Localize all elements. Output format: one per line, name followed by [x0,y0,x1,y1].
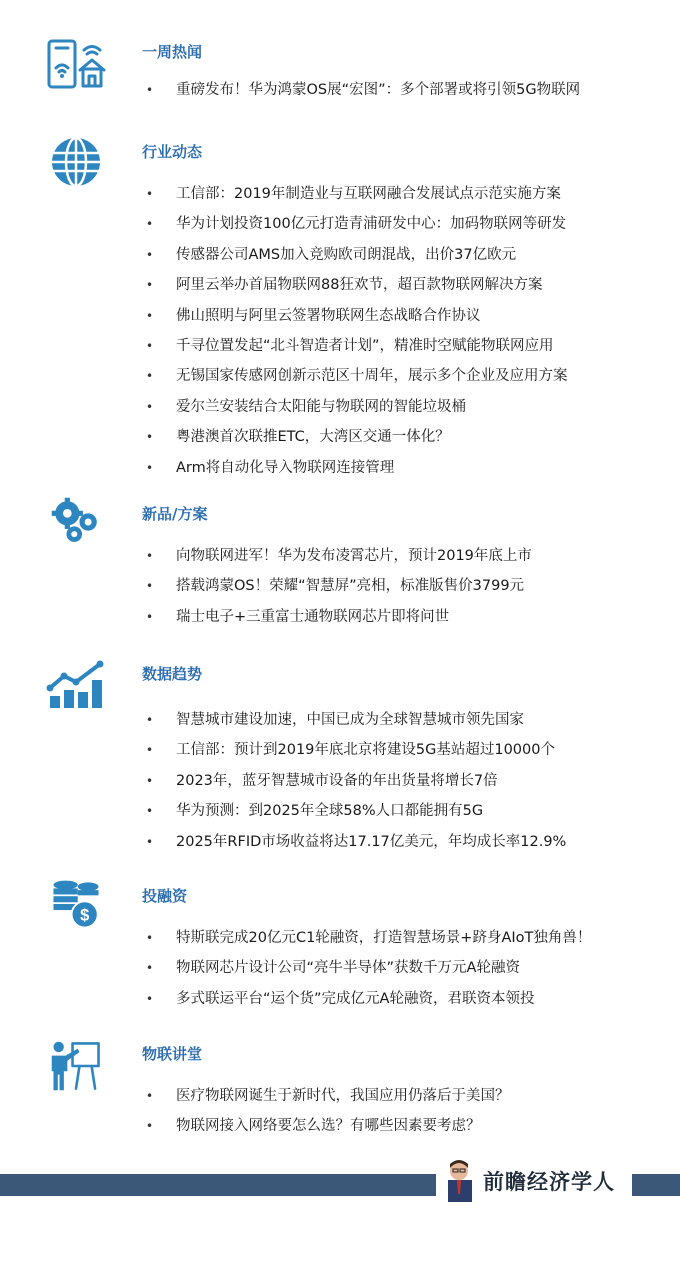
smart-home-icon [46,38,106,90]
bullet-icon: • [146,461,154,475]
news-item[interactable] [0,214,680,242]
news-item-text: 智慧城市建设加速，中国已成为全球智慧城市领先国家 [176,712,524,728]
news-item-text: 阿里云举办首届物联网88狂欢节，超百款物联网解决方案 [176,277,543,293]
bullet-icon: • [146,369,154,383]
news-item-text: 搭载鸿蒙OS！荣耀“智慧屏”亮相，标准版售价3799元 [176,578,525,594]
trend-chart-icon [46,658,106,710]
news-item[interactable] [0,427,680,455]
bullet-icon: • [146,992,154,1006]
news-item-text: 传感器公司AMS加入竞购欧司朗混战，出价37亿欧元 [176,247,517,263]
news-item-text: 工信部：预计到2019年底北京将建设5G基站超过10000个 [176,742,555,758]
section-title: 一周热闻 [142,43,203,61]
news-item[interactable] [0,607,680,635]
bullet-icon: • [146,804,154,818]
news-item-text: 向物联网进军！华为发布凌霄芯片，预计2019年底上市 [176,548,532,564]
globe-icon [46,136,106,188]
teacher-board-icon [46,1040,106,1092]
news-item-text: 华为预测：到2025年全球58%人口都能拥有5G [176,803,484,819]
bullet-icon: • [146,931,154,945]
news-item-text: 爱尔兰安装结合太阳能与物联网的智能垃圾桶 [176,399,466,415]
bullet-icon: • [146,1119,154,1133]
news-item[interactable] [0,458,680,486]
brand-name: 前瞻经济学人 [483,1170,615,1194]
bullet-icon: • [146,278,154,292]
bullet-icon: • [146,430,154,444]
avatar-icon [442,1158,476,1202]
news-item[interactable] [0,928,680,956]
bullet-icon: • [146,549,154,563]
bullet-icon: • [146,835,154,849]
news-item[interactable] [0,710,680,738]
news-item-text: 瑞士电子+三重富士通物联网芯片即将问世 [176,609,450,625]
news-item-text: 2025年RFID市场收益将达17.17亿美元，年均成长率12.9% [176,834,567,850]
section-title: 投融资 [142,887,188,905]
news-item[interactable] [0,1116,680,1144]
bullet-icon: • [146,713,154,727]
news-item[interactable] [0,275,680,303]
bullet-icon: • [146,309,154,323]
bullet-icon: • [146,217,154,231]
news-item-text: 华为计划投资100亿元打造青浦研发中心：加码物联网等研发 [176,216,567,232]
news-item[interactable] [0,740,680,768]
bullet-icon: • [146,1089,154,1103]
news-item[interactable] [0,832,680,860]
news-item-text: 2023年，蓝牙智慧城市设备的年出货量将增长7倍 [176,773,498,789]
news-item-text: 工信部：2019年制造业与互联网融合发展试点示范实施方案 [176,186,561,202]
section-title: 数据趋势 [142,665,203,683]
news-item[interactable] [0,397,680,425]
bullet-icon: • [146,248,154,262]
bullet-icon: • [146,774,154,788]
bullet-icon: • [146,339,154,353]
news-item[interactable] [0,366,680,394]
section-title: 行业动态 [142,143,203,161]
gears-icon [46,496,106,548]
svg-text:$: $ [80,906,90,925]
news-item[interactable] [0,958,680,986]
bullet-icon: • [146,579,154,593]
bullet-icon: • [146,83,154,97]
news-item-text: Arm将自动化导入物联网连接管理 [176,460,395,476]
bullet-icon: • [146,743,154,757]
news-item-text: 特斯联完成20亿元C1轮融资，打造智慧场景+跻身AIoT独角兽！ [176,930,592,946]
news-item[interactable] [0,771,680,799]
bullet-icon: • [146,961,154,975]
news-item-text: 粤港澳首次联推ETC，大湾区交通一体化？ [176,429,450,445]
news-item-text: 千寻位置发起“北斗智造者计划”，精准时空赋能物联网应用 [176,338,554,354]
news-item[interactable] [0,245,680,273]
bullet-icon: • [146,187,154,201]
news-item-text: 多式联运平台“运个货”完成亿元A轮融资，君联资本领投 [176,991,535,1007]
news-item[interactable] [0,306,680,334]
news-item-text: 医疗物联网诞生于新时代，我国应用仍落后于美国？ [176,1088,510,1104]
news-item-text: 无锡国家传感网创新示范区十周年，展示多个企业及应用方案 [176,368,568,384]
section-title: 物联讲堂 [142,1045,203,1063]
news-item[interactable] [0,576,680,604]
news-item-text: 物联网芯片设计公司“亮牛半导体”获数千万元A轮融资 [176,960,520,976]
coins-dollar-icon [46,878,106,930]
news-item[interactable] [0,184,680,212]
news-item[interactable] [0,546,680,574]
bullet-icon: • [146,610,154,624]
news-item-text: 佛山照明与阿里云签署物联网生态战略合作协议 [176,308,481,324]
news-item[interactable] [0,801,680,829]
news-item-text: 物联网接入网络要怎么选？有哪些因素要考虑？ [176,1118,481,1134]
news-item-text: 重磅发布！华为鸿蒙OS展“宏图”：多个部署或将引领5G物联网 [176,82,581,98]
bullet-icon: • [146,400,154,414]
news-item[interactable] [0,336,680,364]
section-title: 新品/方案 [142,505,208,523]
news-item[interactable] [0,989,680,1017]
